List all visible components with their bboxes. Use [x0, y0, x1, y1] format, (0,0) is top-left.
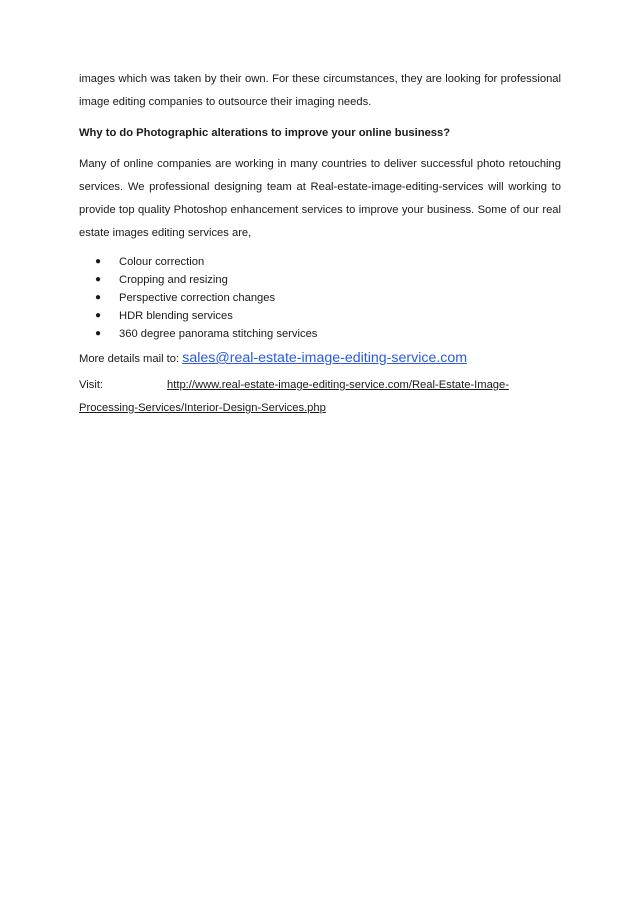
- list-item: [79, 289, 561, 307]
- section-heading: Why to do Photographic alterations to improve your online business?: [79, 127, 451, 139]
- mail-label: More details mail to:: [79, 353, 180, 365]
- list-item: [79, 307, 561, 325]
- visit-url-link[interactable]: http://www.real-estate-image-editing-service.com/Real-Estate-Image-Processing-Services/Interior-Design-Services.php: [79, 379, 509, 414]
- visit-label: Visit:: [79, 379, 104, 391]
- list-item: [79, 253, 561, 271]
- intro-paragraph: images which was taken by their own. For these circumstances, they are looking for professional image editing companies to outsource their imaging needs.: [79, 73, 561, 108]
- mail-link[interactable]: sales@real-estate-image-editing-service.com: [182, 350, 468, 366]
- mail-line: [79, 347, 561, 370]
- list-item: [79, 271, 561, 289]
- service-label: Colour correction: [119, 256, 205, 268]
- document-page: [79, 68, 561, 420]
- service-label: 360 degree panorama stitching services: [119, 328, 318, 340]
- visit-line: [79, 374, 561, 420]
- service-label: Perspective correction changes: [119, 292, 276, 304]
- bullet-icon: ●: [95, 274, 102, 285]
- list-item: [79, 325, 561, 343]
- bullet-icon: ●: [95, 328, 102, 339]
- service-label: HDR blending services: [119, 310, 233, 322]
- body-paragraph: Many of online companies are working in many countries to deliver successful photo retouching services. We professional designing team at Real-estate-image-editing-services will working to provide top quality Photoshop enhancement services to improve your business. Some of our real estate images editing services are,: [79, 158, 561, 239]
- services-list: [79, 253, 561, 343]
- service-label: Cropping and resizing: [119, 274, 228, 286]
- bullet-icon: ●: [95, 292, 102, 303]
- bullet-icon: ●: [95, 310, 102, 321]
- bullet-icon: ●: [95, 256, 102, 267]
